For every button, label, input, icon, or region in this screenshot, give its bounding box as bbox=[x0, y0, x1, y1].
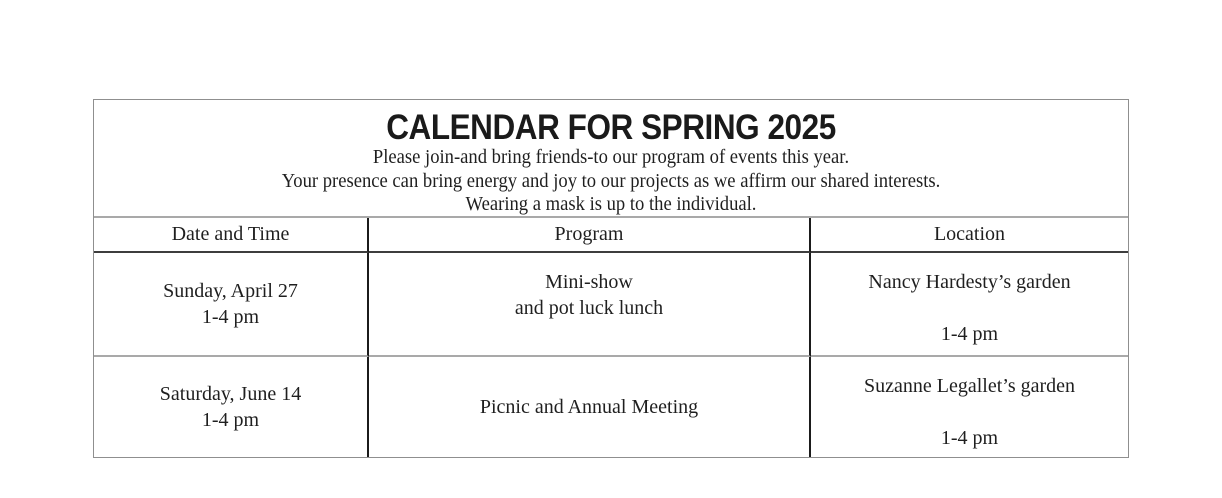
event-time: 1-4 pm bbox=[201, 306, 260, 328]
column-header-program: Program bbox=[369, 218, 811, 253]
event-time: 1-4 pm bbox=[201, 409, 260, 431]
table-row-2-date-cell bbox=[94, 357, 369, 457]
event-date: Sunday, April 27 bbox=[163, 280, 298, 302]
event-location-time: 1-4 pm bbox=[940, 427, 999, 449]
table-row-1-location-cell bbox=[811, 253, 1128, 357]
subtitle-line-1: Please join-and bring friends-to our program of events this year. bbox=[372, 146, 850, 168]
event-location: Suzanne Legallet’s garden bbox=[863, 375, 1076, 397]
subtitle-line-3: Wearing a mask is up to the individual. bbox=[465, 193, 757, 215]
calendar-table bbox=[93, 99, 1129, 458]
table-row-2-program-cell bbox=[369, 357, 811, 457]
column-header-location: Location bbox=[811, 218, 1128, 253]
title-block bbox=[94, 100, 1128, 218]
subtitle-line-2: Your presence can bring energy and joy to our projects as we affirm our shared interests. bbox=[281, 169, 941, 192]
table-row-2-location-cell bbox=[811, 357, 1128, 457]
table-row-1-program-cell bbox=[369, 253, 811, 357]
event-location-time: 1-4 pm bbox=[940, 323, 999, 345]
event-program-line-2: and pot luck lunch bbox=[514, 297, 664, 319]
column-header-date-and-time: Date and Time bbox=[94, 218, 369, 253]
event-program-line-1: Picnic and Annual Meeting bbox=[479, 396, 699, 418]
page-title: CALENDAR FOR SPRING 2025 bbox=[386, 108, 836, 147]
event-program-line-1: Mini-show bbox=[545, 271, 633, 293]
event-date: Saturday, June 14 bbox=[159, 383, 302, 405]
event-location: Nancy Hardesty’s garden bbox=[868, 271, 1071, 293]
table-row-1-date-cell bbox=[94, 253, 369, 357]
